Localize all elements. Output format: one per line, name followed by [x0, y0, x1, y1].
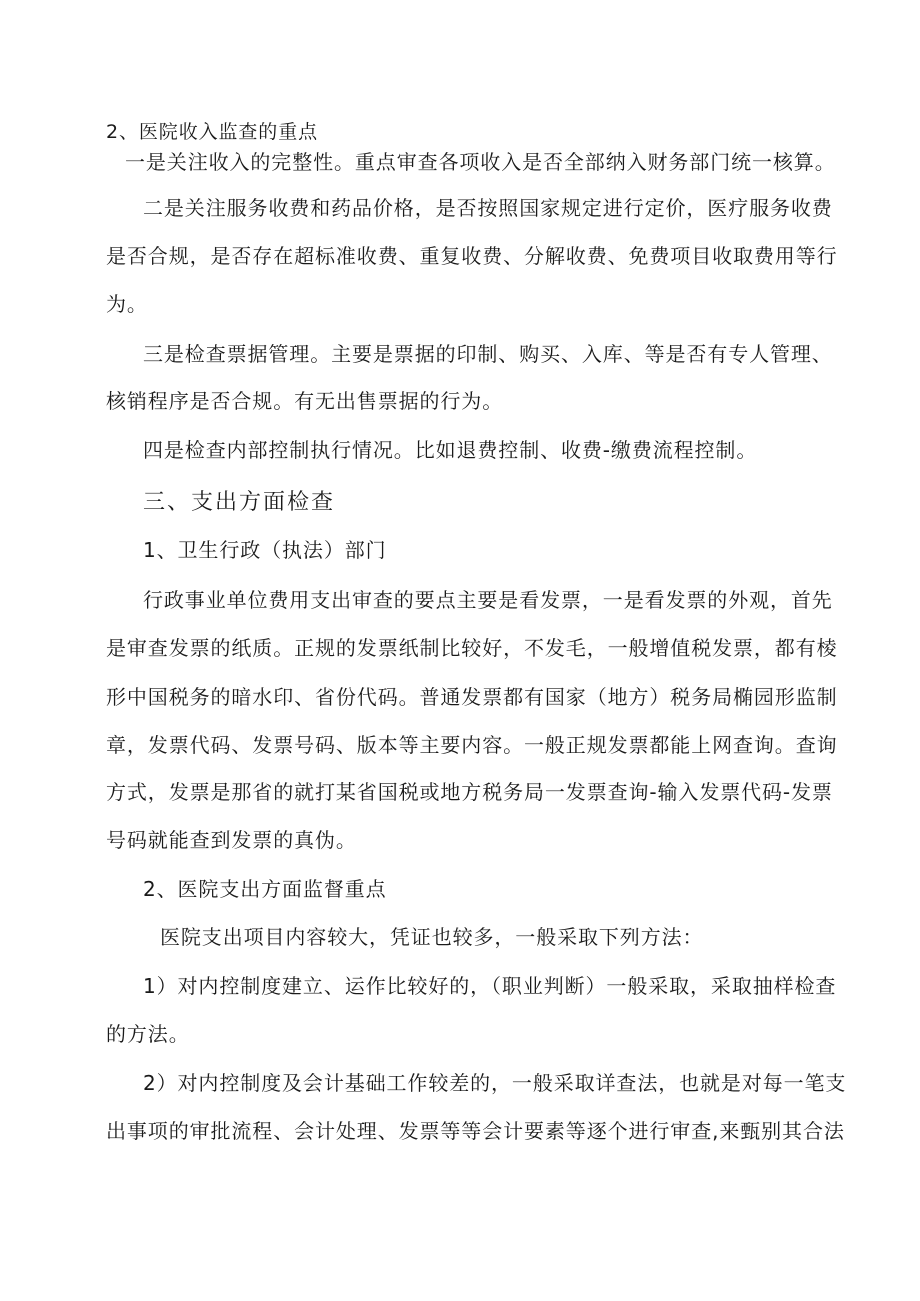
list-item-line: 2）对内控制度及会计基础工作较差的，一般采取详查法，也就是对每一笔支 — [143, 1071, 847, 1095]
paragraph-line: 行政事业单位费用支出审查的要点主要是看发票，一是看发票的外观，首先 — [143, 588, 833, 612]
section-subheading-hospital-expenditure: 2、医院支出方面监督重点 — [143, 877, 387, 901]
paragraph-line: 是审查发票的纸质。正规的发票纸制比较好，不发毛，一般增值税发票，都有棱 — [106, 636, 838, 660]
paragraph-line: 二是关注服务收费和药品价格，是否按照国家规定进行定价，医疗服务收费 — [143, 196, 833, 220]
paragraph-line: 形中国税务的暗水印、省份代码。普通发票都有国家（地方）税务局椭园形监制 — [106, 685, 838, 709]
paragraph-line: 核销程序是否合规。有无出售票据的行为。 — [106, 389, 504, 413]
section-heading-expenditure: 三、支出方面检查 — [143, 490, 336, 515]
paragraph-line: 为。 — [106, 292, 148, 316]
paragraph-line: 四是检查内部控制执行情况。比如退费控制、收费-缴费流程控制。 — [143, 438, 758, 462]
section-subheading-health-admin: 1、卫生行政（执法）部门 — [143, 538, 387, 562]
paragraph-line: 一是关注收入的完整性。重点审查各项收入是否全部纳入财务部门统一核算。 — [125, 150, 836, 174]
list-item-line: 出事项的审批流程、会计处理、发票等等会计要素等逐个进行审查,来甄别其合法 — [106, 1119, 845, 1143]
paragraph-line: 三是检查票据管理。主要是票据的印制、购买、入库、等是否有专人管理、 — [143, 342, 833, 366]
paragraph-line: 号码就能查到发票的真伪。 — [106, 828, 357, 852]
list-item-line: 的方法。 — [106, 1022, 190, 1046]
paragraph-line: 方式，发票是那省的就打某省国税或地方税务局一发票查询-输入发票代码-发票 — [106, 780, 833, 804]
paragraph-line: 章，发票代码、发票号码、版本等主要内容。一般正规发票都能上网查询。查询 — [106, 733, 838, 757]
section-subheading-income-focus: 2、医院收入监查的重点 — [106, 121, 318, 143]
paragraph-line: 医院支出项目内容较大，凭证也较多，一般采取下列方法： — [160, 925, 704, 949]
list-item-line: 1）对内控制度建立、运作比较好的，（职业判断）一般采取，采取抽样检查 — [143, 974, 837, 998]
paragraph-line: 是否合规，是否存在超标准收费、重复收费、分解收费、免费项目收取费用等行 — [106, 244, 838, 268]
